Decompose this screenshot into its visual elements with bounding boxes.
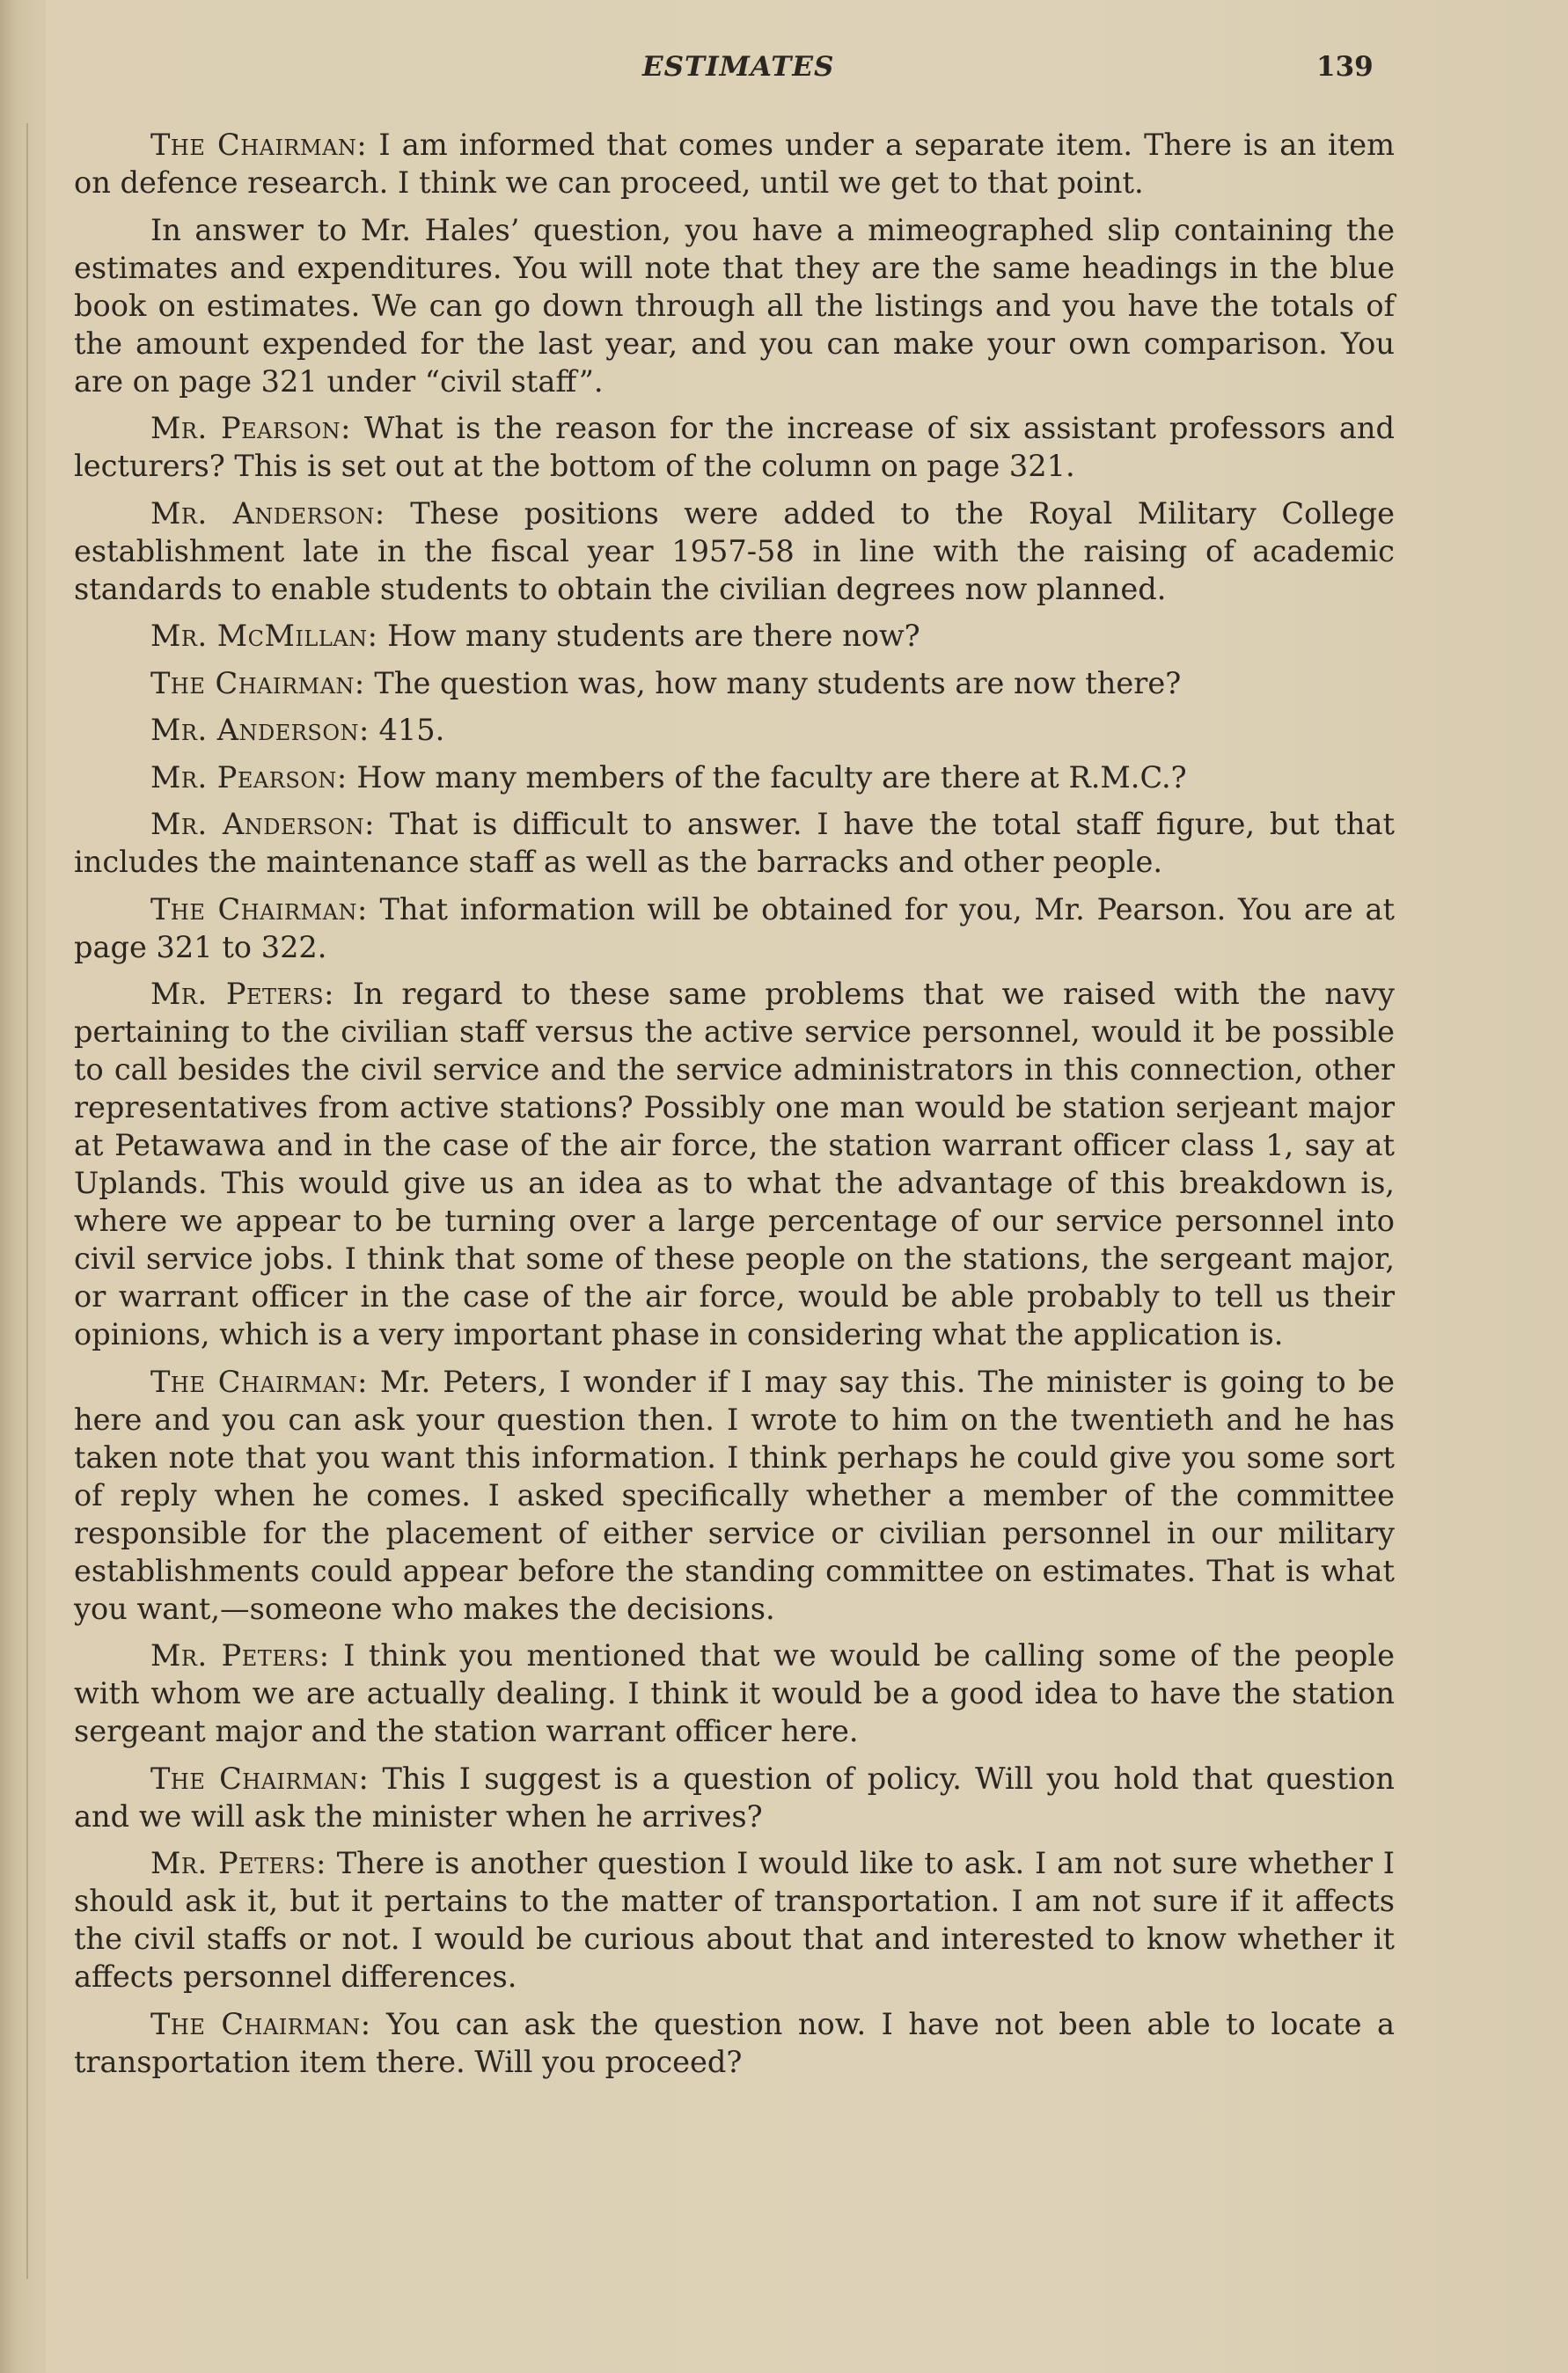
page-number: 139 [1316, 51, 1374, 83]
paragraph [74, 1844, 1395, 1996]
paragraph-text: 415. [369, 713, 445, 747]
speaker-name: Mr. Peters: [150, 1846, 326, 1880]
paragraph [74, 2005, 1395, 2081]
body-text [74, 126, 1395, 2090]
paragraph-text: In regard to these same problems that we raised with the navy pertaining to the civilian staff versus the active service personnel, would it be possible to call besides the civil service and the service administrators in this connection, other representatives from active stations? Possibly one man would be station serjeant major at Petawawa and in the case of the air force, the station warrant officer class 1, say at Uplands. This would give us an idea as to what the advantage of this breakdown is, where we appear to be turning over a large percentage of our service personnel into civil service jobs. I think that some of these people on the stations, the sergeant major, or warrant officer in the case of the air force, would be able probably to tell us their opinions, which is a very important phase in considering what the application is. [74, 977, 1395, 1351]
binding-line [26, 123, 28, 2279]
paragraph [74, 890, 1395, 966]
paragraph [74, 1760, 1395, 1835]
speaker-name: Mr. Pearson: [150, 759, 348, 795]
speaker-name: Mr. Anderson: [150, 807, 375, 841]
running-title: ESTIMATES [642, 51, 835, 83]
paragraph-text: The question was, how many students are now there? [364, 665, 1182, 700]
paragraph [74, 1363, 1395, 1628]
paragraph-text: There is another question I would like to ask. I am not sure whether I should ask it, but it pertains to the matter of transportation. I am not sure if it affects the civil staffs or not. I would be curious about that and interested to know whether it affects personnel differences. [74, 1846, 1396, 1994]
paragraph-text: In answer to Mr. Hales’ question, you have a mimeographed slip containing the estimates and expenditures. You will note that they are the same headings in the blue book on estimates. We can go down through all the listings and you have the totals of the amount expended for the last year, and you can make your own comparison. You are on page 321 under “civil staff”. [74, 212, 1395, 399]
paragraph-text: Mr. Peters, I wonder if I may say this. The minister is going to be here and you can ask your question then. I wrote to him on the twentieth and he has taken note that you want this information. I think perhaps he could give you some sort of reply when he comes. I asked specifically whether a member of the committee responsible for the placement of either service or civilian personnel in our military establishments could appear before the standing committee on estimates. That is what you want,—someone who makes the decisions. [74, 1364, 1395, 1626]
paragraph-text: You can ask the question now. I have not been able to locate a transportation item there. Will you proceed? [74, 2006, 1395, 2079]
paragraph [74, 126, 1395, 201]
speaker-name: The Chairman: [150, 128, 368, 162]
speaker-name: Mr. Peters: [150, 977, 334, 1011]
paragraph-text: These positions were added to the Royal Military College establishment late in the fiscal year 1957-58 in line with the raising of academic standards to enable students to obtain the civilian degrees now planned. [74, 495, 1396, 606]
paragraph-text: I am informed that comes under a separate item. There is an item on defence research. I think we can proceed, until we get to that point. [74, 128, 1395, 200]
speaker-name: The Chairman: [150, 665, 365, 700]
paragraph-text: How many students are there now? [377, 619, 920, 653]
paragraph-text: That is difficult to answer. I have the total staff figure, but that includes the maintenance staff as well as the barracks and other people. [74, 807, 1395, 879]
speaker-name: Mr. Anderson: [150, 495, 385, 531]
paragraph [74, 409, 1395, 485]
paragraph [74, 494, 1395, 608]
speaker-name: The Chairman: [150, 1761, 370, 1796]
speaker-name: Mr. McMillan: [150, 619, 378, 653]
paragraph-text: What is the reason for the increase of six assistant professors and lecturers? This is set out at the bottom of the column on page 321. [74, 411, 1395, 483]
paragraph-text: This I suggest is a question of policy. Will you hold that question and we will ask the minister when he arrives? [74, 1761, 1395, 1834]
speaker-name: Mr. Peters: [150, 1638, 330, 1673]
speaker-name: The Chairman: [150, 1364, 368, 1399]
speaker-name: Mr. Anderson: [150, 713, 370, 747]
page-header [0, 51, 1568, 95]
speaker-name: The Chairman: [150, 2006, 371, 2041]
book-spine-shadow [0, 0, 46, 2373]
speaker-name: Mr. Pearson: [150, 411, 351, 445]
paragraph-text: I think you mentioned that we would be calling some of the people with whom we are actually dealing. I think it would be a good idea to have the station sergeant major and the station warrant officer here. [74, 1638, 1396, 1748]
paragraph [74, 1637, 1395, 1750]
paragraph [74, 805, 1395, 881]
paragraph [74, 664, 1395, 702]
paragraph [74, 711, 1395, 749]
paragraph [74, 758, 1395, 796]
speaker-name: The Chairman: [150, 891, 368, 926]
paragraph [74, 975, 1395, 1353]
paragraph [74, 617, 1395, 655]
paragraph-text: That information will be obtained for you, Mr. Pearson. You are at page 321 to 322. [74, 891, 1395, 964]
paragraph-text: How many members of the faculty are there at R.M.C.? [347, 759, 1187, 795]
paragraph [74, 211, 1395, 400]
